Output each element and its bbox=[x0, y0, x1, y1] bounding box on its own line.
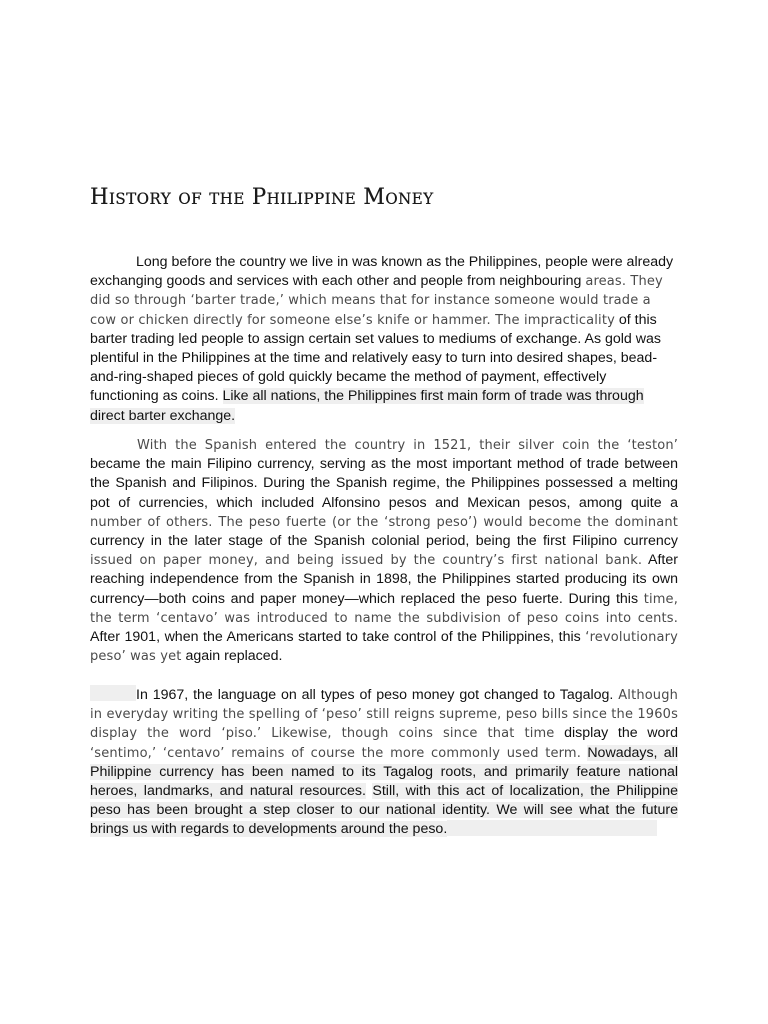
indent-highlight bbox=[90, 685, 136, 701]
paragraph-1-sentence-1: Long before the country we live in was known as the Philippines, people were already exchanging goods and services with each other and people from neighbouring bbox=[90, 254, 674, 290]
paragraph-2-sentence-4: currency in the later stage of the Spanish colonial period, being the first Filipino currency bbox=[90, 533, 678, 550]
paragraph-3-sentence-4: ‘sentimo,’ ‘centavo’ remains of course the more commonly used term. bbox=[90, 745, 582, 761]
paragraph-3-sentence-6: Still, with this act of localization, the Philippine peso has been brought a step closer to our national identity. We will see what the future brings us with regards to developments around the peso. bbox=[90, 783, 678, 838]
paragraph-3-sentence-1: In 1967, the language on all types of peso money got changed to Tagalog. bbox=[136, 687, 614, 703]
paragraph-2-sentence-6: After reaching independence from the Spanish in 1898, the Philippines started producing its own currency—both coins and paper money—which replaced the peso fuerte. During this bbox=[90, 552, 678, 607]
trailing-highlight bbox=[447, 820, 657, 836]
paragraph-2-sentence-3: number of others. The peso fuerte (or the ‘strong peso’) would become the dominant bbox=[90, 514, 678, 530]
paragraph-1-sentence-2: areas. They did so through ‘barter trade,’ which means that for instance someone would trade a cow or chicken directly for someone else’s knife or hammer. The impracticality bbox=[90, 274, 663, 328]
paragraph-2-sentence-2: became the main Filipino currency, serving as the most important method of trade between the Spanish and Filipinos. During the Spanish regime, the Philippines possessed a melting pot of currencies, which included Alfonsino pesos and Mexican pesos, among quite a bbox=[90, 456, 678, 511]
paragraph-3-sentence-3: display the word bbox=[564, 725, 678, 742]
paragraph-2-sentence-10: again replaced. bbox=[185, 648, 283, 665]
paragraph-2-sentence-1: With the Spanish entered the country in 1521, their silver coin the ‘teston’ bbox=[137, 438, 678, 453]
paragraph-1-sentence-3: of this barter trading led people to assign certain set values to mediums of exchange. As gold was plentiful in the Philippines at the time and relatively easy to turn into desired shapes, bead-and-ring-shaped pieces of gold quickly became the method of payment, effectively functioning as coins. bbox=[90, 311, 661, 405]
paragraph-3-sentence-2: Although in everyday writing the spelling of ‘peso’ still reigns supreme, peso bills since the 1960s display the word ‘piso.’ Likewise, though coins since that time bbox=[90, 688, 678, 742]
paragraph-1 bbox=[90, 253, 678, 426]
paragraph-1-highlight: Like all nations, the Philippines first main form of trade was through direct barter exchange. bbox=[90, 388, 644, 424]
page-title: History of the Philippine Money bbox=[90, 184, 434, 210]
paragraph-2-sentence-8: After 1901, when the Americans started to take control of the Philippines, this bbox=[90, 629, 581, 646]
paragraph-2-sentence-5: issued on paper money, and being issued by the country’s first national bank. bbox=[90, 553, 643, 569]
paragraph-2-sentence-7: time, the term ‘centavo’ was introduced to name the subdivision of peso coins into cents. bbox=[90, 591, 678, 626]
paragraph-2-sentence-9: ‘revolutionary peso’ was yet bbox=[90, 630, 678, 665]
paragraph-2 bbox=[90, 436, 678, 666]
paragraph-3 bbox=[90, 685, 678, 840]
paragraph-3-highlight: Nowadays, all Philippine currency has been named to its Tagalog roots, and primarily feature national heroes, landmarks, and natural resources. bbox=[90, 744, 678, 800]
